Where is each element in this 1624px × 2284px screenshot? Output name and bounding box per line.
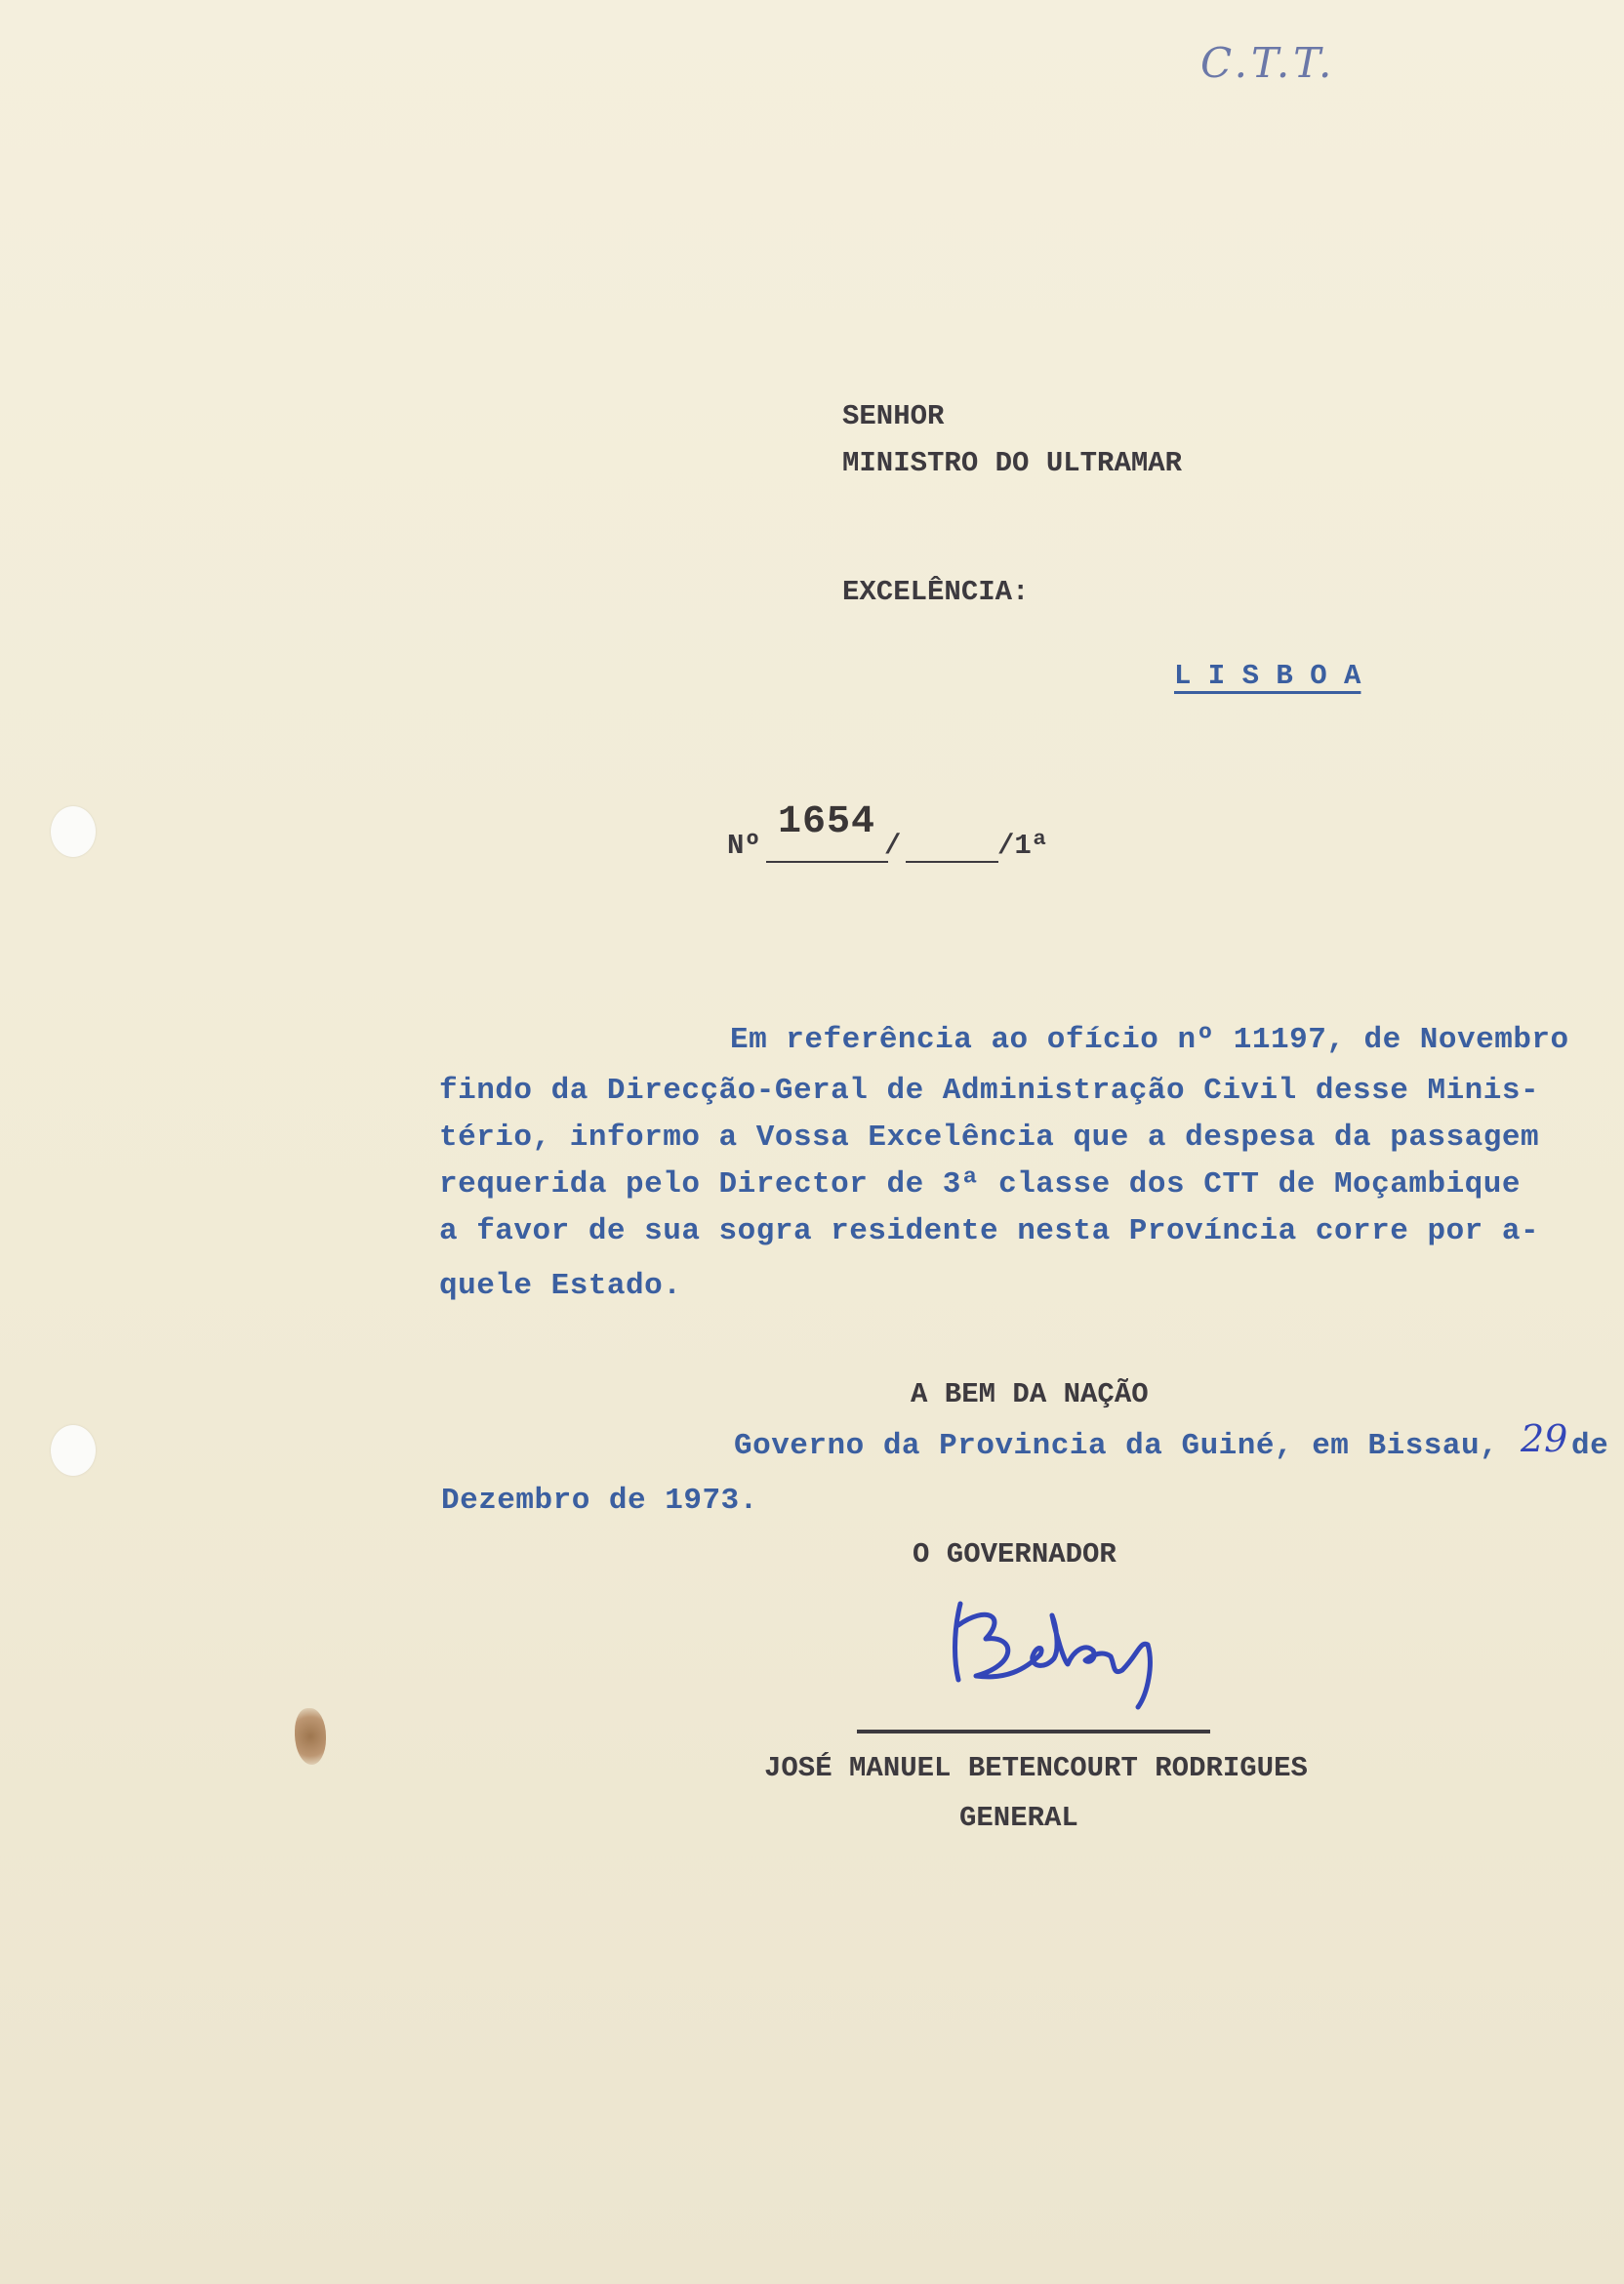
- reference-blank-1: [766, 861, 888, 863]
- body-line-6: quele Estado.: [439, 1269, 682, 1303]
- city-lisboa: L I S B O A: [1174, 660, 1361, 692]
- addressee-line-2: MINISTRO DO ULTRAMAR: [842, 447, 1183, 479]
- body-line-3: tério, informo a Vossa Excelência que a despesa da passagem: [439, 1121, 1540, 1155]
- punch-hole-top: [51, 806, 96, 857]
- closing-title: O GOVERNADOR: [913, 1538, 1116, 1570]
- addressee-line-1: SENHOR: [842, 400, 945, 432]
- closing-place-line: Governo da Provincia da Guiné, em Bissau,: [734, 1429, 1499, 1463]
- body-line-1: Em referência ao ofício nº 11197, de Novembro: [730, 1023, 1569, 1057]
- signature-image: [947, 1586, 1181, 1713]
- closing-place-line-end: de: [1571, 1429, 1609, 1463]
- signature-line: [857, 1730, 1210, 1733]
- reference-suffix: /1ª: [997, 830, 1049, 862]
- handwritten-day: 29: [1521, 1417, 1568, 1460]
- salutation: EXCELÊNCIA:: [842, 576, 1030, 608]
- punch-hole-bottom: [51, 1425, 96, 1476]
- closing-motto: A BEM DA NAÇÃO: [911, 1378, 1149, 1410]
- paper-stain: [295, 1708, 326, 1765]
- reference-number: 1654: [778, 800, 876, 844]
- body-line-5: a favor de sua sogra residente nesta Província corre por a-: [439, 1214, 1540, 1248]
- signatory-rank: GENERAL: [959, 1802, 1078, 1834]
- reference-slash: /: [884, 830, 902, 862]
- body-line-4: requerida pelo Director de 3ª classe dos CTT de Moçambique: [439, 1167, 1521, 1202]
- reference-blank-2: [906, 861, 998, 863]
- reference-prefix: Nº: [727, 830, 761, 862]
- handwritten-annotation: C.T.T.: [1200, 39, 1336, 87]
- signatory-name: JOSÉ MANUEL BETENCOURT RODRIGUES: [764, 1752, 1308, 1784]
- body-line-2: findo da Direcção-Geral de Administração Civil desse Minis-: [439, 1074, 1540, 1108]
- closing-date-line: Dezembro de 1973.: [441, 1484, 758, 1518]
